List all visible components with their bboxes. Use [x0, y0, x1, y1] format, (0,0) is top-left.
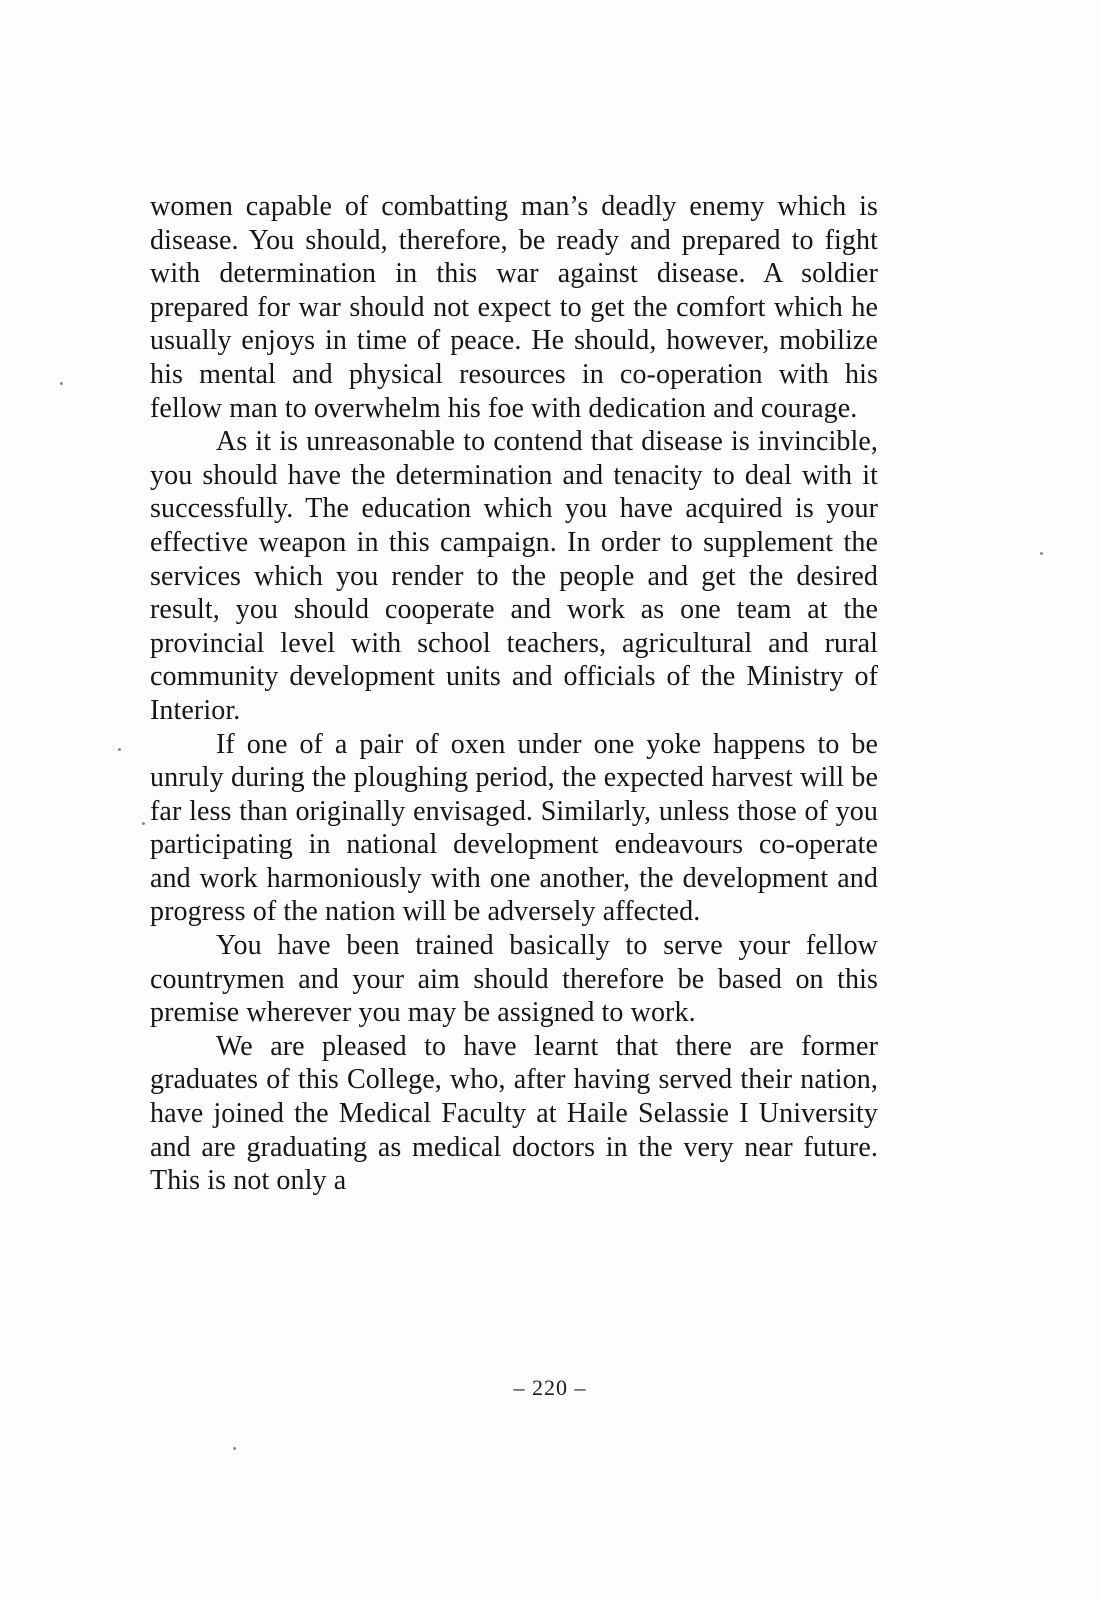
body-text	[150, 190, 878, 1198]
paragraph-graduates: We are pleased to have learnt that there are former graduates of this College, who, after having served their nation, have joined the Medical Faculty at Haile Selassie I University and are graduating as medical doctors in the very near future. This is not only a	[150, 1030, 878, 1197]
scan-speck	[142, 822, 145, 825]
scan-speck	[118, 748, 121, 751]
scan-speck	[60, 382, 63, 385]
paragraph-trained: You have been trained basically to serve your fellow countrymen and your aim should therefore be based on this premise wherever you may be assigned to work.	[150, 930, 878, 1029]
scan-speck	[1040, 552, 1043, 555]
scan-speck	[233, 1447, 236, 1450]
page-number: – 220 –	[513, 1375, 587, 1400]
paragraph-disease: As it is unreasonable to contend that disease is invincible, you should have the determination and tenacity to deal with it successfully. The education which you have acquired is your effective weapon in this campaign. In order to supplement the services which you render to the people and get the desired result, you should cooperate and work as one team at the provincial level with school teachers, agricultural and rural community development units and officials of the Ministry of Interior.	[150, 426, 878, 726]
paragraph-oxen: If one of a pair of oxen under one yoke happens to be unruly during the ploughing period, the expected harvest will be far less than originally envisaged. Similarly, unless those of you participating in national development endeavours co-operate and work harmoniously with one another, the development and progress of the nation will be adversely affected.	[150, 728, 878, 928]
paragraph-continued: women capable of combatting man’s deadly enemy which is disease. You should, therefore, be ready and prepared to fight with determination in this war against disease. A soldier prepared for war should not expect to get the comfort which he usually enjoys in time of peace. He should, however, mobilize his mental and physical resources in co-operation with his fellow man to overwhelm his foe with dedication and courage.	[150, 191, 878, 424]
